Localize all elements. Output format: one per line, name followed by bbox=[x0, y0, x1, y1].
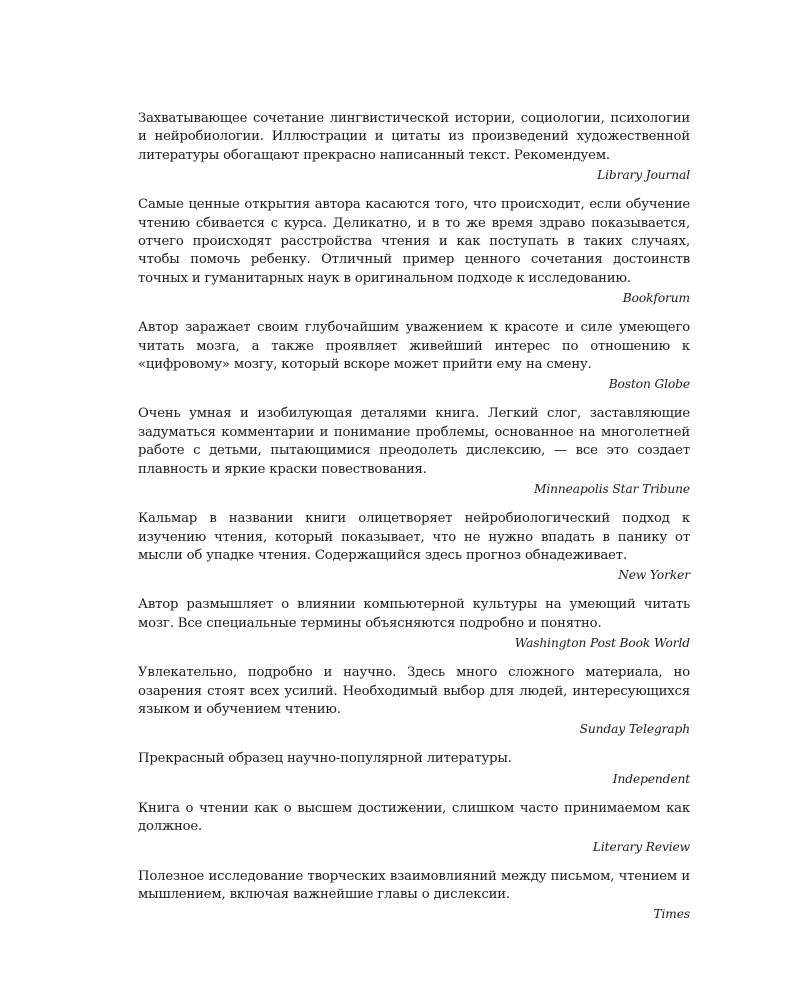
review-source: Minneapolis Star Tribune bbox=[534, 482, 690, 497]
review-quote: Автор заражает своим глубочайшим уважением к красоте и силе умеющего читать мозга, а также проявляет живейший интерес по отношению к «цифровому» мозгу, который вскоре может прийти ему на смену. bbox=[138, 320, 690, 373]
review-source: Sunday Telegraph bbox=[579, 722, 690, 737]
review-blurb bbox=[138, 405, 690, 498]
review-source: Boston Globe bbox=[608, 377, 690, 392]
review-quote: Автор размышляет о влиянии компьютерной культуры на умеющий читать мозг. Все специальные термины объясняются подробно и понятно. bbox=[138, 597, 690, 631]
review-quote: Прекрасный образец научно-популярной литературы. bbox=[138, 751, 512, 767]
review-blurb bbox=[138, 750, 690, 787]
review-source: Literary Review bbox=[592, 839, 690, 854]
review-quote: Книга о чтении как о высшем достижении, слишком часто принимаемом как должное. bbox=[138, 800, 690, 835]
review-blurb bbox=[138, 196, 690, 307]
review-quote: Самые ценные открытия автора касаются того, что происходит, если обучение чтению сбивается с курса. Деликатно, и в то же время здраво показывается, отчего происходят расстройства чтения и как поступать в таких случаях, чтобы помочь ребенку. Отличный пример ценного сочетания достоинств точных и гуманитарных наук в оригинальном подходе к исследованию. bbox=[138, 197, 690, 286]
review-quote: Очень умная и изобилующая деталями книга. Легкий слог, заставляющие задуматься комментарии и понимание проблемы, основанное на многолетней работе с детьми, пытающимися преодолеть дислексию, — все это создает плавность и яркие краски повествования. bbox=[138, 406, 690, 477]
review-source: Times bbox=[653, 907, 690, 922]
review-quote: Полезное исследование творческих взаимовлияний между письмом, чтением и мышлением, включая важнейшие главы о дислексии. bbox=[138, 868, 690, 902]
review-blurb bbox=[138, 110, 690, 184]
review-source: Independent bbox=[612, 771, 690, 786]
review-blurb bbox=[138, 868, 690, 924]
review-source: New Yorker bbox=[618, 568, 690, 583]
review-quote: Захватывающее сочетание лингвистической истории, социологии, психологии и нейробиологии. Иллюстрации и цитаты из произведений художественной литературы обогащают прекрасно написанный текст. Рекомендуем. bbox=[138, 111, 690, 163]
review-blurb bbox=[138, 800, 690, 856]
review-blurb bbox=[138, 596, 690, 652]
review-blurb bbox=[138, 319, 690, 393]
review-blurb bbox=[138, 510, 690, 584]
review-source: Washington Post Book World bbox=[514, 636, 690, 651]
review-quote: Кальмар в названии книги олицетворяет нейробиологический подход к изучению чтения, который показывает, что не нужно впадать в панику от мысли об упадке чтения. Содержащийся здесь прогноз обнадеживает. bbox=[138, 511, 690, 563]
review-source: Library Journal bbox=[597, 168, 690, 183]
review-quote: Увлекательно, подробно и научно. Здесь много сложного материала, но озарения стоят всех усилий. Необходимый выбор для людей, интересующихся языком и обучением чтению. bbox=[138, 665, 690, 717]
review-source: Bookforum bbox=[622, 291, 690, 306]
reviews-page bbox=[138, 110, 690, 935]
review-blurb bbox=[138, 664, 690, 738]
